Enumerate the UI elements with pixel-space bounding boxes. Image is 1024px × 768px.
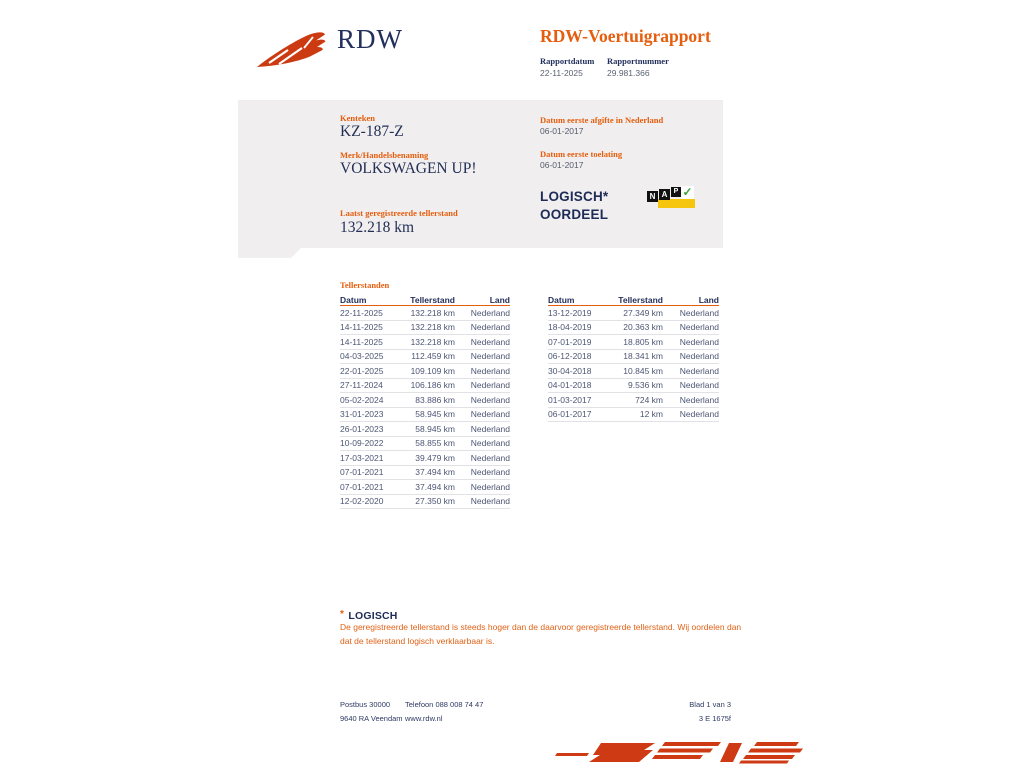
table-row: [340, 306, 510, 321]
table-cell: 07-01-2021: [340, 467, 384, 478]
column-header-tellerstand: Tellerstand: [410, 295, 455, 305]
rdw-wordmark: RDW: [337, 24, 403, 54]
nap-letter-n: N: [647, 191, 658, 202]
table-row: [548, 364, 719, 379]
table-row: [340, 495, 510, 510]
table-cell: 37.494 km: [415, 467, 455, 478]
report-date-value: 22-11-2025: [540, 68, 583, 78]
table-cell: 27-11-2024: [340, 380, 383, 391]
table-row: [340, 321, 510, 336]
table-body: [548, 306, 719, 422]
table-row: [340, 451, 510, 466]
nap-letter-p: P: [671, 187, 681, 197]
table-header-row: [548, 292, 719, 306]
table-row: [340, 422, 510, 437]
footer-website: www.rdw.nl: [405, 714, 443, 723]
table-cell: 13-12-2019: [548, 307, 592, 318]
nap-letter-a: A: [659, 189, 670, 200]
table-cell: 83.886 km: [415, 394, 455, 405]
table-row: [340, 335, 510, 350]
table-cell: Nederland: [470, 438, 510, 449]
table-cell: 22-01-2025: [340, 365, 384, 376]
report-number-value: 29.981.366: [607, 68, 650, 78]
footnote-text: De geregistreerde tellerstand is steeds hoger dan de daarvoor geregistreerde tellerstand. Wij oordelen dan dat de tellerstand logisch verklaarbaar is.: [340, 622, 742, 646]
table-cell: 06-01-2017: [548, 409, 592, 420]
table-cell: 31-01-2023: [340, 409, 384, 420]
table-body: [340, 306, 510, 509]
table-cell: 39.479 km: [415, 452, 455, 463]
table-cell: 58.855 km: [415, 438, 455, 449]
table-cell: 30-04-2018: [548, 365, 592, 376]
tellerstand-value: 132.218 km: [340, 219, 415, 236]
table-cell: 27.349 km: [623, 307, 663, 318]
tellerstanden-section-title: Tellerstanden: [340, 280, 390, 290]
table-cell: 01-03-2017: [548, 394, 592, 405]
table-cell: 22-11-2025: [340, 307, 383, 318]
table-cell: 9.536 km: [628, 380, 663, 391]
table-cell: Nederland: [470, 423, 510, 434]
footnote-asterisk: *: [340, 609, 344, 620]
table-row: [340, 437, 510, 452]
table-cell: Nederland: [470, 452, 510, 463]
table-cell: Nederland: [679, 394, 719, 405]
table-cell: Nederland: [470, 380, 510, 391]
table-row: [340, 408, 510, 423]
rdw-speed-graphic-icon: [543, 736, 805, 768]
report-number-label: Rapportnummer: [607, 56, 669, 66]
table-row: [340, 379, 510, 394]
tellerstanden-table-right: [548, 292, 719, 422]
table-cell: 07-01-2021: [340, 481, 384, 492]
table-cell: Nederland: [679, 409, 719, 420]
column-header-datum: Datum: [548, 295, 575, 305]
table-row: [548, 408, 719, 423]
table-cell: Nederland: [679, 380, 719, 391]
table-cell: 18-04-2019: [548, 322, 592, 333]
table-cell: 04-03-2025: [340, 351, 384, 362]
table-cell: 27.350 km: [415, 496, 455, 507]
column-header-datum: Datum: [340, 295, 367, 305]
table-cell: Nederland: [679, 351, 719, 362]
table-row: [340, 350, 510, 365]
kenteken-label: Kenteken: [340, 113, 375, 123]
toelating-value: 06-01-2017: [540, 160, 584, 170]
footer-page-info: Blad 1 van 3: [689, 700, 731, 709]
table-cell: 10-09-2022: [340, 438, 384, 449]
table-cell: 106.186 km: [410, 380, 455, 391]
column-header-land: Land: [489, 295, 510, 305]
table-row: [340, 364, 510, 379]
table-row: [340, 393, 510, 408]
table-cell: 04-01-2018: [548, 380, 592, 391]
table-cell: 10.845 km: [623, 365, 663, 376]
nap-checkmark-icon: ✓: [682, 185, 693, 199]
table-cell: 14-11-2025: [340, 336, 383, 347]
table-cell: Nederland: [679, 322, 719, 333]
table-cell: 132.218 km: [410, 307, 455, 318]
table-cell: 12 km: [639, 409, 663, 420]
table-cell: 37.494 km: [415, 481, 455, 492]
table-cell: 109.109 km: [410, 365, 455, 376]
footnote-title: LOGISCH: [348, 610, 398, 622]
table-cell: Nederland: [470, 336, 510, 347]
table-cell: 132.218 km: [410, 322, 455, 333]
table-cell: Nederland: [679, 336, 719, 347]
table-cell: 05-02-2024: [340, 394, 384, 405]
footer-phone: Telefoon 088 008 74 47: [405, 700, 484, 709]
afgifte-value: 06-01-2017: [540, 126, 584, 136]
table-cell: 18.805 km: [623, 336, 663, 347]
table-cell: 132.218 km: [410, 336, 455, 347]
table-row: [548, 350, 719, 365]
table-cell: Nederland: [470, 496, 510, 507]
table-header-row: [340, 292, 510, 306]
report-date-label: Rapportdatum: [540, 56, 595, 66]
table-cell: 724 km: [635, 394, 663, 405]
footer-form-code: 3 E 1675f: [698, 714, 731, 723]
table-cell: Nederland: [470, 394, 510, 405]
table-cell: 58.945 km: [415, 409, 455, 420]
table-cell: Nederland: [470, 307, 510, 318]
tellerstanden-table-left: [340, 292, 510, 509]
footer-address-line2: 9640 RA Veendam: [340, 714, 403, 723]
table-cell: 07-01-2019: [548, 336, 592, 347]
afgifte-label: Datum eerste afgifte in Nederland: [540, 115, 664, 125]
table-cell: Nederland: [470, 481, 510, 492]
table-row: [548, 393, 719, 408]
toelating-label: Datum eerste toelating: [540, 149, 623, 159]
footer-address-line1: Postbus 30000: [340, 700, 391, 709]
nap-logo-icon: [647, 186, 697, 212]
table-row: [548, 321, 719, 336]
table-cell: 12-02-2020: [340, 496, 384, 507]
merk-label: Merk/Handelsbenaming: [340, 150, 429, 160]
table-cell: Nederland: [470, 467, 510, 478]
oordeel-line2: OORDEEL: [540, 207, 609, 222]
table-cell: Nederland: [679, 307, 719, 318]
table-cell: Nederland: [679, 365, 719, 376]
table-cell: 17-03-2021: [340, 452, 384, 463]
table-row: [548, 335, 719, 350]
table-row: [340, 466, 510, 481]
document-title: RDW-Voertuigrapport: [540, 26, 711, 46]
tellerstand-label: Laatst geregistreerde tellerstand: [340, 208, 458, 218]
table-cell: 58.945 km: [415, 423, 455, 434]
table-cell: Nederland: [470, 351, 510, 362]
table-cell: 14-11-2025: [340, 322, 383, 333]
merk-value: VOLKSWAGEN UP!: [340, 160, 477, 177]
rdw-eagle-logo-icon: [255, 26, 333, 70]
kenteken-value: KZ-187-Z: [340, 123, 404, 140]
table-cell: 26-01-2023: [340, 423, 384, 434]
column-header-land: Land: [698, 295, 719, 305]
table-cell: 18.341 km: [623, 351, 663, 362]
table-cell: Nederland: [470, 322, 510, 333]
nap-yellow-bar: [658, 199, 695, 208]
table-row: [548, 306, 719, 321]
table-cell: Nederland: [470, 409, 510, 420]
table-cell: 06-12-2018: [548, 351, 592, 362]
table-row: [340, 480, 510, 495]
table-cell: Nederland: [470, 365, 510, 376]
table-row: [548, 379, 719, 394]
table-cell: 112.459 km: [411, 351, 455, 362]
column-header-tellerstand: Tellerstand: [618, 295, 663, 305]
table-cell: 20.363 km: [623, 322, 663, 333]
oordeel-line1: LOGISCH*: [540, 189, 609, 204]
